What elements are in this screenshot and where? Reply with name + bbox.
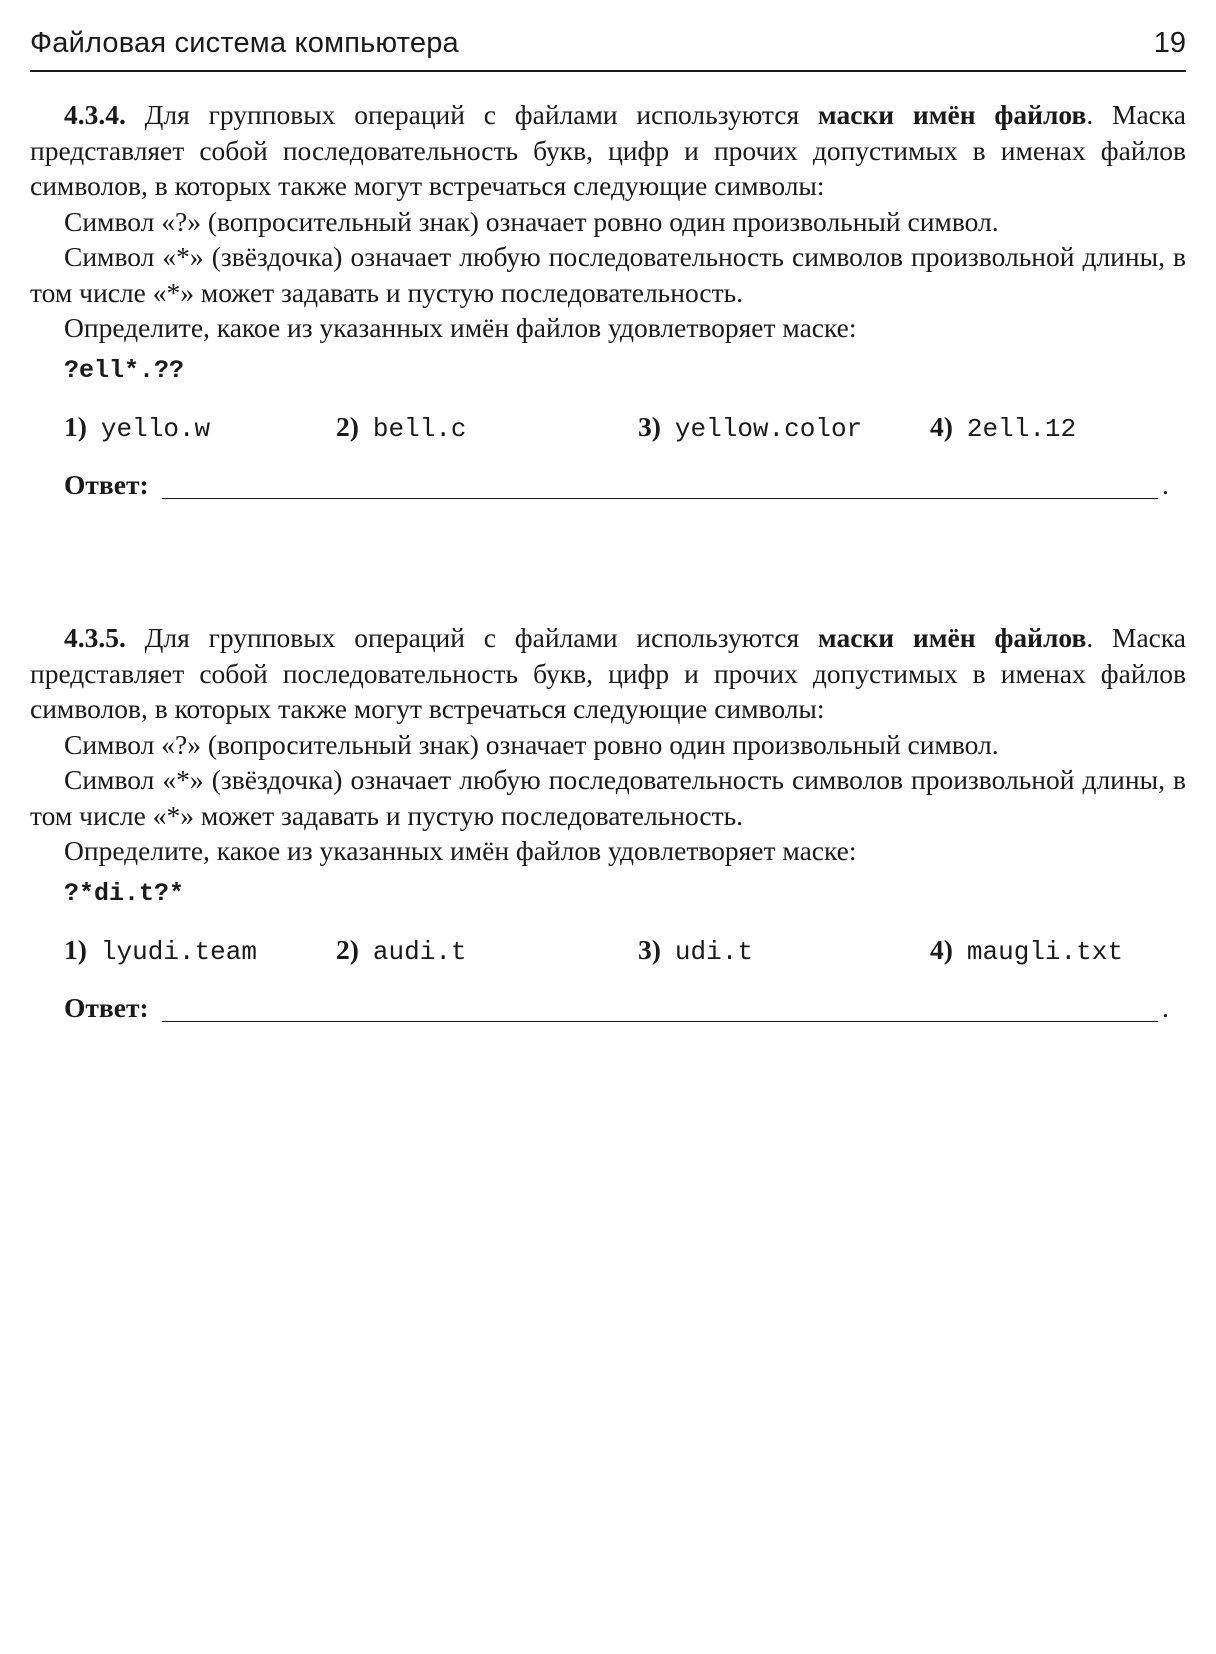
intro-text-end: . Маска представляет собой последовательность букв, цифр и прочих допустимых в именах файлов символов, в которых также могут встречаться следующие символы:: [30, 99, 1187, 201]
problem-number: 4.3.4.: [64, 99, 126, 130]
file-mask: ?ell*.??: [64, 355, 185, 385]
answer-row: [30, 467, 1186, 507]
option-2: [336, 409, 467, 447]
answer-row: [30, 990, 1186, 1030]
option-value: 2ell.12: [966, 413, 1077, 444]
option-number: 4): [930, 410, 953, 442]
page-header: [30, 26, 1186, 72]
problem-intro: [30, 620, 1186, 727]
task-text: Определите, какое из указанных имён файлов удовлетворяет маске:: [64, 835, 857, 866]
intro-bold-term: маски имён файлов: [817, 99, 1087, 130]
option-value: yellow.color: [674, 413, 863, 444]
rule-question-mark: Символ «?» (вопросительный знак) означает ровно один произвольный символ.: [64, 728, 999, 760]
rule-asterisk: Символ «*» (звёздочка) означает любую последовательность символов произвольной длины, в том числе «*» может задавать и пустую последовательность.: [30, 764, 1186, 831]
option-number: 1): [64, 410, 87, 442]
option-value: lyudi.team: [100, 936, 257, 967]
answer-options: [30, 932, 1186, 968]
option-3: [638, 932, 753, 970]
option-1: [64, 409, 210, 447]
answer-period: .: [1162, 468, 1169, 500]
answer-input-line[interactable]: [162, 1021, 1158, 1022]
option-4: [930, 409, 1076, 447]
option-1: [64, 932, 257, 970]
answer-input-line[interactable]: [162, 498, 1158, 499]
problem-intro: [30, 97, 1186, 204]
option-number: 3): [638, 933, 661, 965]
answer-period: .: [1162, 991, 1169, 1023]
option-value: audi.t: [372, 936, 467, 967]
option-value: yello.w: [100, 413, 211, 444]
option-value: bell.c: [372, 413, 467, 444]
option-number: 3): [638, 410, 661, 442]
problem-number: 4.3.5.: [64, 622, 126, 653]
problem-4-3-4: [30, 97, 1186, 507]
option-number: 4): [930, 933, 953, 965]
intro-text: Для групповых операций с файлами используются: [125, 622, 818, 653]
task-text: Определите, какое из указанных имён файлов удовлетворяет маске:: [64, 312, 857, 343]
answer-label: Ответ:: [64, 468, 149, 500]
file-mask: ?*di.t?*: [64, 878, 185, 908]
option-value: udi.t: [674, 936, 753, 967]
page-number: 19: [1153, 27, 1186, 59]
problem-4-3-5: [30, 620, 1186, 1030]
rule-asterisk: Символ «*» (звёздочка) означает любую последовательность символов произвольной длины, в том числе «*» может задавать и пустую последовательность.: [30, 241, 1186, 308]
option-number: 1): [64, 933, 87, 965]
intro-text: Для групповых операций с файлами используются: [125, 99, 818, 130]
option-value: maugli.txt: [966, 936, 1123, 967]
option-2: [336, 932, 467, 970]
rule-question-mark: Символ «?» (вопросительный знак) означает ровно один произвольный символ.: [64, 205, 999, 237]
running-title: Файловая система компьютера: [30, 27, 459, 59]
option-3: [638, 409, 862, 447]
option-number: 2): [336, 410, 359, 442]
answer-options: [30, 409, 1186, 445]
answer-label: Ответ:: [64, 991, 149, 1023]
option-4: [930, 932, 1123, 970]
intro-bold-term: маски имён файлов: [817, 622, 1087, 653]
intro-text-end: . Маска представляет собой последовательность букв, цифр и прочих допустимых в именах файлов символов, в которых также могут встречаться следующие символы:: [30, 622, 1187, 724]
option-number: 2): [336, 933, 359, 965]
